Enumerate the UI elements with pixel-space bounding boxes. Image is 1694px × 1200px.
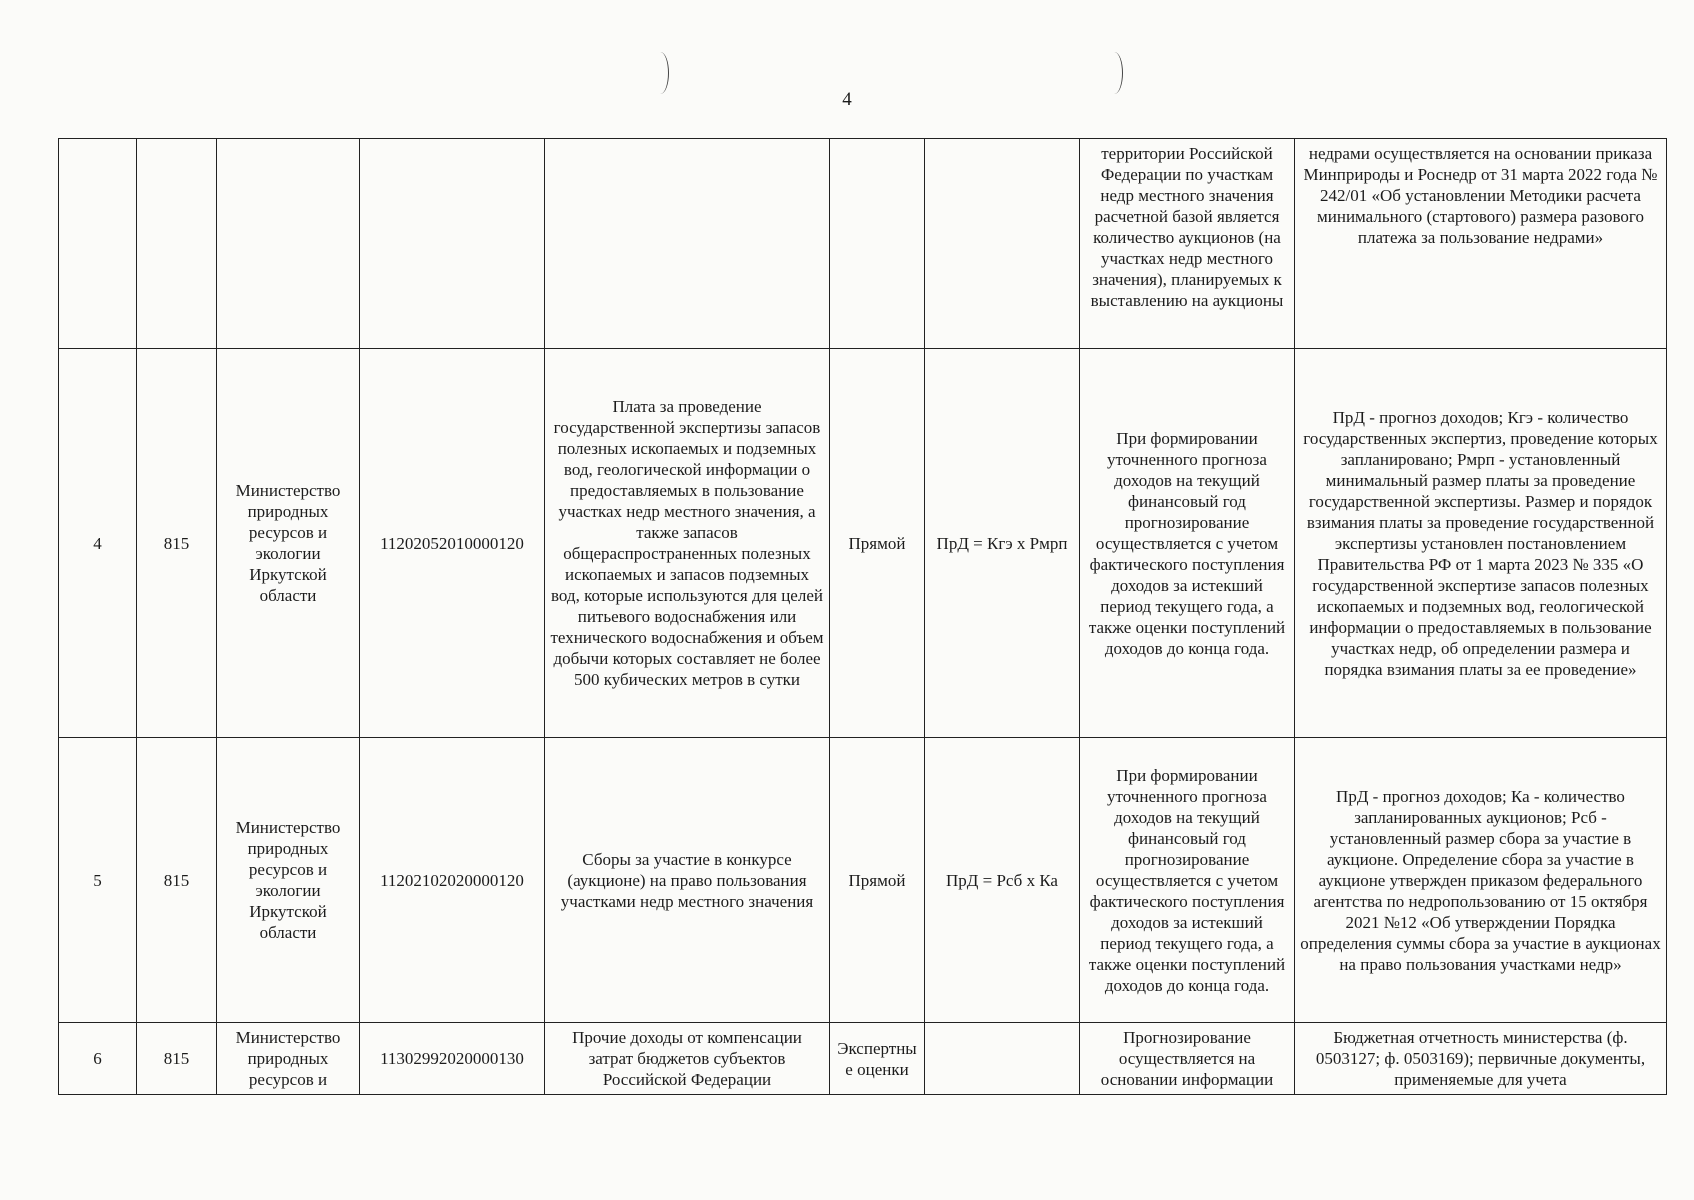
cell-method: Прямой	[830, 738, 925, 1023]
table-row	[59, 1023, 1667, 1095]
cell-algorithm: территории Российской Федерации по участкам недр местного значения расчетной базой является количество аукционов (на участках недр местного значения), планируемых к выставлению на аукционы	[1080, 139, 1295, 349]
cell-number	[59, 139, 137, 349]
cell-revenue-name: Плата за проведение государственной экспертизы запасов полезных ископаемых и подземных вод, геологической информации о предоставляемых в пользование участках недр местного значения, а также запасов общераспространенных полезных ископаемых и запасов подземных вод, которые используются для целей питьевого водоснабжения или технического водоснабжения и объем добычи которых составляет не более 500 кубических метров в сутки	[545, 349, 830, 738]
cell-admin-code	[137, 139, 217, 349]
cell-description: Бюджетная отчетность министерства (ф. 0503127; ф. 0503169); первичные документы, применяемые для учета	[1295, 1023, 1667, 1095]
cell-revenue-name: Прочие доходы от компенсации затрат бюджетов субъектов Российской Федерации	[545, 1023, 830, 1095]
cell-kbk	[360, 139, 545, 349]
cell-revenue-name	[545, 139, 830, 349]
scan-mark-right	[1106, 52, 1123, 94]
table-row	[59, 139, 1667, 349]
table-row	[59, 738, 1667, 1023]
cell-admin-code: 815	[137, 1023, 217, 1095]
cell-admin-code: 815	[137, 349, 217, 738]
page-number: 4	[842, 89, 852, 110]
cell-number: 6	[59, 1023, 137, 1095]
cell-kbk: 11202102020000120	[360, 738, 545, 1023]
cell-administrator: Министерство природных ресурсов и экологии Иркутской области	[217, 349, 360, 738]
table-row	[59, 349, 1667, 738]
cell-administrator: Министерство природных ресурсов и	[217, 1023, 360, 1095]
cell-method: Экспертные оценки	[830, 1023, 925, 1095]
cell-kbk: 11302992020000130	[360, 1023, 545, 1095]
cell-formula: ПрД = Кгэ х Рмрп	[925, 349, 1080, 738]
cell-formula	[925, 139, 1080, 349]
cell-method	[830, 139, 925, 349]
cell-formula	[925, 1023, 1080, 1095]
cell-kbk: 11202052010000120	[360, 349, 545, 738]
cell-method: Прямой	[830, 349, 925, 738]
cell-description: ПрД - прогноз доходов; Кгэ - количество государственных экспертиз, проведение которых запланировано; Рмрп - установленный минимальный размер платы за проведение государственной экспертизы. Размер и порядок взимания платы за проведение государственной экспертизы установлен постановлением Правительства РФ от 1 марта 2023 № 335 «О государственной экспертизе запасов полезных ископаемых и подземных вод, геологической информации о предоставляемых в пользование участках недр, об определении размера и порядка взимания платы за ее проведение»	[1295, 349, 1667, 738]
cell-revenue-name: Сборы за участие в конкурсе (аукционе) на право пользования участками недр местного значения	[545, 738, 830, 1023]
cell-formula: ПрД = Рсб х Ка	[925, 738, 1080, 1023]
cell-algorithm: При формировании уточненного прогноза доходов на текущий финансовый год прогнозирование осуществляется с учетом фактического поступления доходов за истекший период текущего года, а также оценки поступлений доходов до конца года.	[1080, 738, 1295, 1023]
cell-description: ПрД - прогноз доходов; Ка - количество запланированных аукционов; Рсб - установленный размер сбора за участие в аукционе. Определение сбора за участие в аукционе утвержден приказом федерального агентства по недропользованию от 15 октября 2021 №12 «Об утверждении Порядка определения суммы сбора за участие в аукционах на право пользования участками недр»	[1295, 738, 1667, 1023]
cell-administrator: Министерство природных ресурсов и экологии Иркутской области	[217, 738, 360, 1023]
cell-admin-code: 815	[137, 738, 217, 1023]
revenue-forecast-table	[58, 138, 1667, 1095]
scan-mark-left	[652, 52, 669, 94]
cell-algorithm: При формировании уточненного прогноза доходов на текущий финансовый год прогнозирование осуществляется с учетом фактического поступления доходов за истекший период текущего года, а также оценки поступлений доходов до конца года.	[1080, 349, 1295, 738]
cell-description: недрами осуществляется на основании приказа Минприроды и Роснедр от 31 марта 2022 года № 242/01 «Об установлении Методики расчета минимального (стартового) размера разового платежа за пользование недрами»	[1295, 139, 1667, 349]
cell-administrator	[217, 139, 360, 349]
cell-algorithm: Прогнозирование осуществляется на основании информации	[1080, 1023, 1295, 1095]
cell-number: 4	[59, 349, 137, 738]
cell-number: 5	[59, 738, 137, 1023]
